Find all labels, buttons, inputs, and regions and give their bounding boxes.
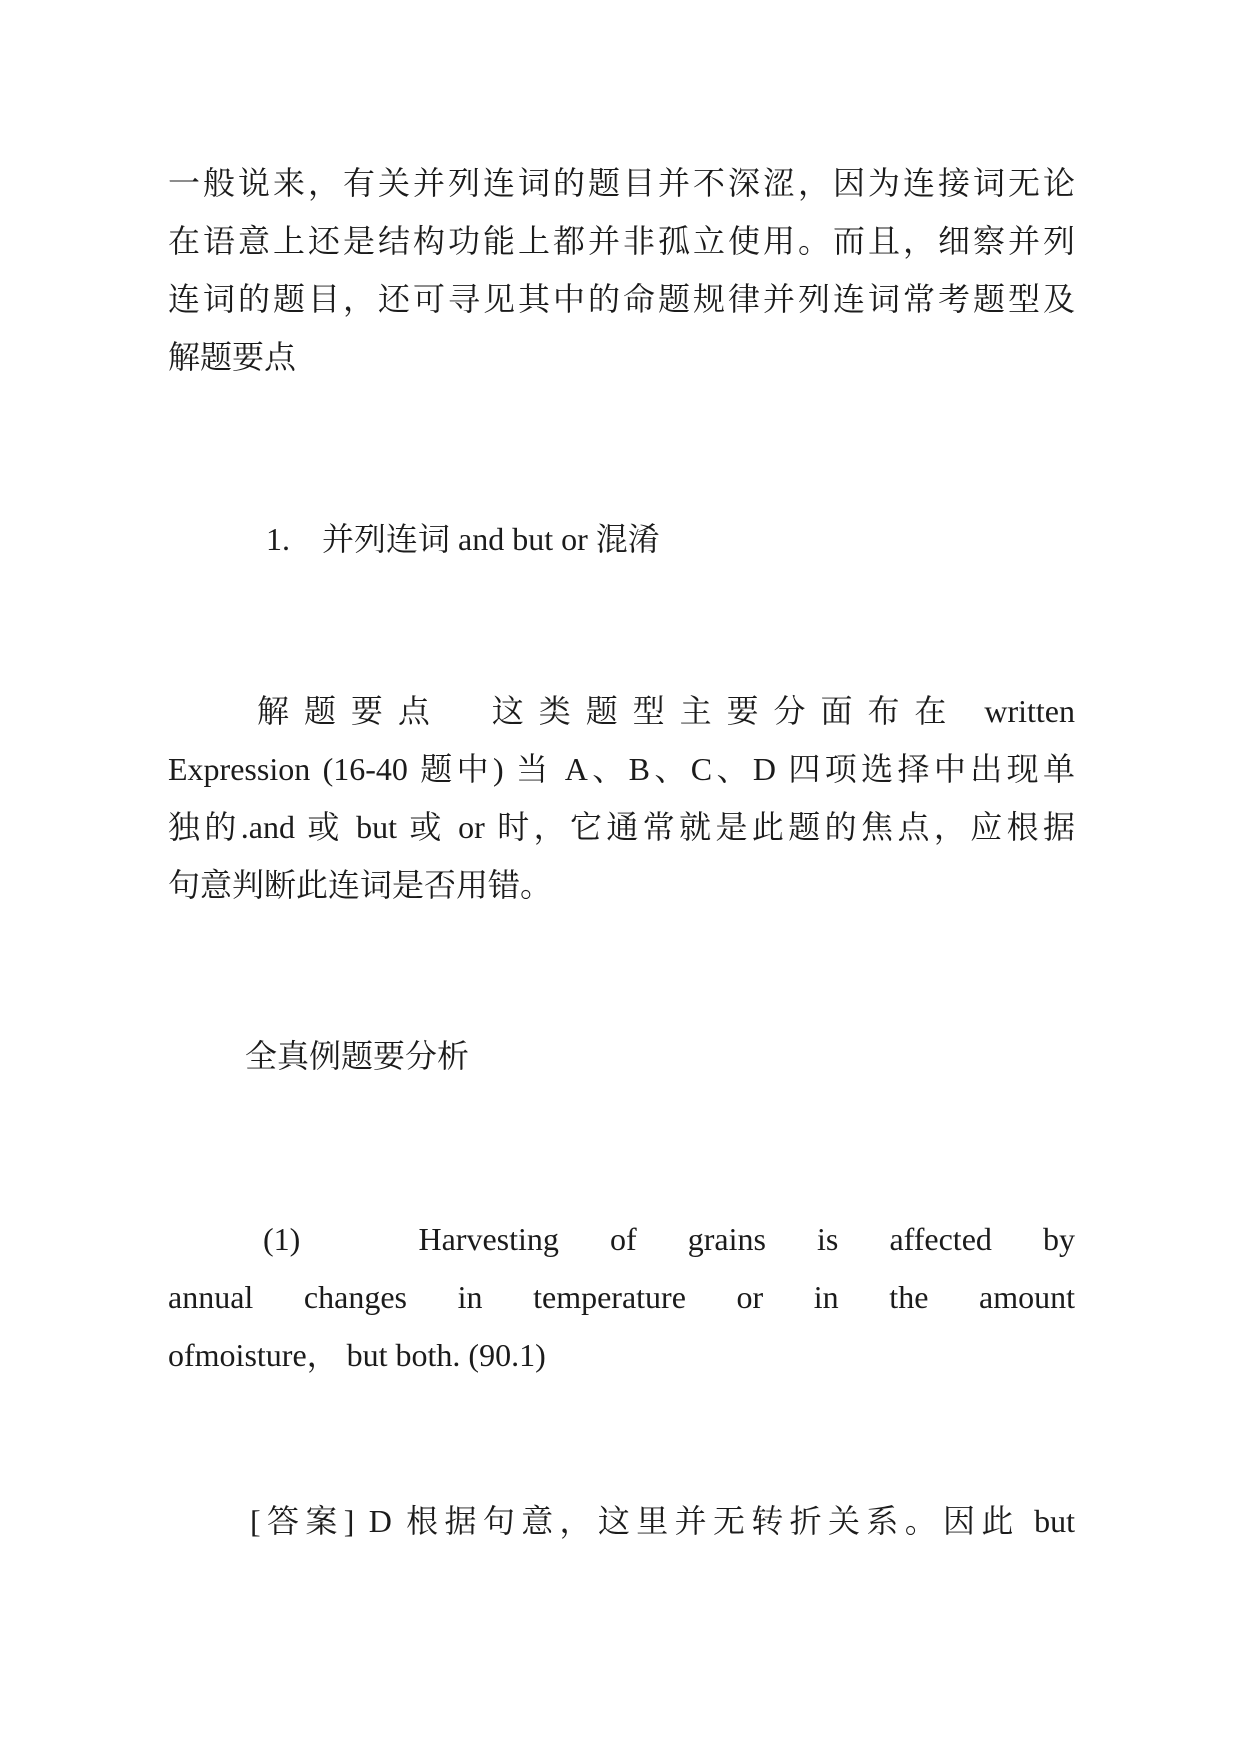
paragraph-line: Expression (16-40 题中) 当 A、B、C、D 四项选择中出现单 bbox=[168, 751, 1075, 787]
answer-line bbox=[168, 1492, 1075, 1550]
paragraph-line: 一般说来，有关并列连词的题目并不深涩，因为连接词无论 bbox=[168, 165, 1075, 201]
paragraph-line: 解题要点 bbox=[168, 339, 297, 375]
paragraph-line: (1) Harvesting of grains is affected by bbox=[263, 1221, 1075, 1257]
paragraph-line: 连词的题目，还可寻见其中的命题规律并列连词常考题型及 bbox=[168, 281, 1075, 317]
paragraph-line: 独的.and 或 but 或 or 时，它通常就是此题的焦点，应根据 bbox=[168, 809, 1075, 845]
paragraph-line: annual changes in temperature or in the amount bbox=[168, 1279, 1075, 1315]
examples-subheading bbox=[168, 1027, 1075, 1085]
section-heading-text: 1. 并列连词 and but or 混淆 bbox=[266, 521, 660, 557]
paragraph-line: 句意判断此连词是否用错。 bbox=[168, 867, 553, 903]
key-points-paragraph bbox=[168, 682, 1075, 914]
answer-line-text: [答案] D 根据句意，这里并无转折关系。因此 but bbox=[250, 1503, 1075, 1539]
paragraph-line: 在语意上还是结构功能上都并非孤立使用。而且，细察并列 bbox=[168, 223, 1075, 259]
section-heading bbox=[168, 510, 1075, 568]
paragraph-line: 解题要点 这类题型主要分面布在 written bbox=[257, 693, 1075, 729]
intro-paragraph bbox=[168, 154, 1075, 386]
examples-subheading-text: 全真例题要分析 bbox=[245, 1038, 470, 1074]
paragraph-line: ofmoisture， but both. (90.1) bbox=[168, 1337, 546, 1373]
example-question-paragraph bbox=[168, 1210, 1075, 1384]
